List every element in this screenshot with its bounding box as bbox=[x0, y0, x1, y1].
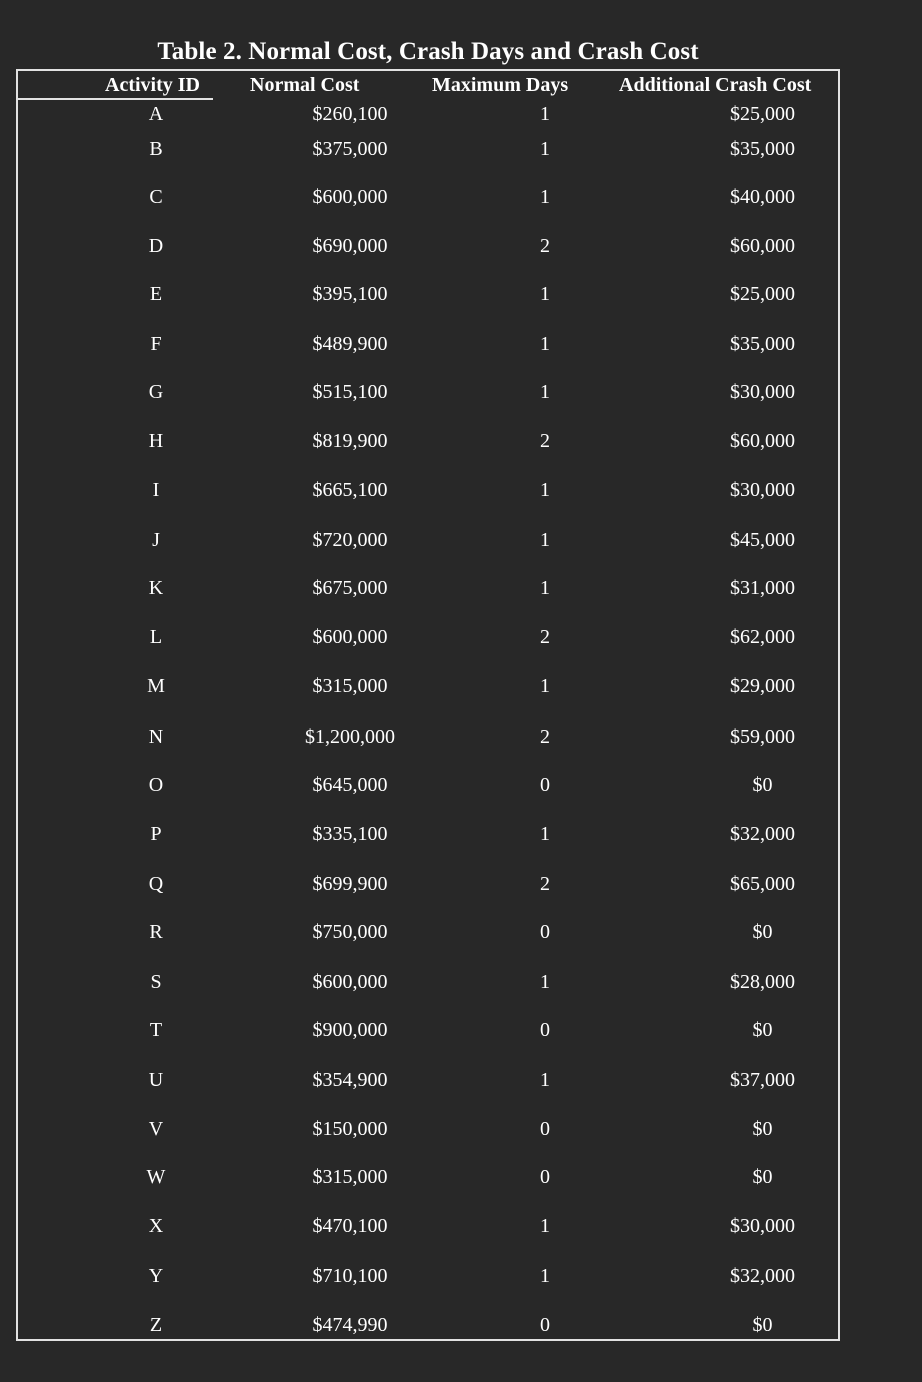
cell-additional-crash-cost: $29,000 bbox=[730, 675, 795, 697]
cell-additional-crash-cost: $40,000 bbox=[730, 186, 795, 208]
cell-normal-cost: $600,000 bbox=[312, 186, 388, 208]
cell-normal-cost: $819,900 bbox=[312, 430, 388, 452]
cell-activity-id: F bbox=[150, 333, 162, 355]
cell-additional-crash-cost: $28,000 bbox=[730, 971, 795, 993]
cell-normal-cost: $690,000 bbox=[312, 235, 388, 257]
table-row bbox=[0, 475, 922, 505]
cell-normal-cost: $474,990 bbox=[312, 1314, 388, 1336]
cell-activity-id: O bbox=[148, 774, 164, 796]
cell-normal-cost: $675,000 bbox=[312, 577, 388, 599]
cell-additional-crash-cost: $31,000 bbox=[730, 577, 795, 599]
cell-normal-cost: $750,000 bbox=[312, 921, 388, 943]
cell-maximum-days: 1 bbox=[540, 333, 550, 355]
cell-activity-id: A bbox=[148, 103, 164, 125]
cell-maximum-days: 1 bbox=[540, 529, 550, 551]
cell-additional-crash-cost: $0 bbox=[752, 1019, 773, 1041]
cell-maximum-days: 1 bbox=[540, 381, 550, 403]
cell-additional-crash-cost: $60,000 bbox=[730, 235, 795, 257]
cell-maximum-days: 1 bbox=[540, 1069, 550, 1091]
cell-activity-id: T bbox=[149, 1019, 163, 1041]
cell-additional-crash-cost: $0 bbox=[752, 774, 773, 796]
cell-additional-crash-cost: $25,000 bbox=[730, 283, 795, 305]
table-row bbox=[0, 377, 922, 407]
cell-additional-crash-cost: $0 bbox=[752, 1118, 773, 1140]
column-header-normal-cost: Normal Cost bbox=[250, 74, 360, 96]
column-header-activity-id: Activity ID bbox=[105, 74, 200, 96]
cell-maximum-days: 2 bbox=[540, 726, 550, 748]
cell-additional-crash-cost: $35,000 bbox=[730, 138, 795, 160]
cell-normal-cost: $395,100 bbox=[312, 283, 388, 305]
cell-activity-id: B bbox=[149, 138, 163, 160]
cell-normal-cost: $900,000 bbox=[312, 1019, 388, 1041]
cell-activity-id: E bbox=[149, 283, 163, 305]
cell-maximum-days: 1 bbox=[540, 823, 550, 845]
table-title: Table 2. Normal Cost, Crash Days and Crash Cost bbox=[157, 38, 699, 65]
cell-normal-cost: $470,100 bbox=[312, 1215, 388, 1237]
cell-additional-crash-cost: $32,000 bbox=[730, 823, 795, 845]
cell-activity-id: J bbox=[152, 529, 160, 551]
table-row bbox=[0, 1310, 922, 1340]
column-header-additional-crash-cost: Additional Crash Cost bbox=[619, 74, 812, 96]
cell-activity-id: H bbox=[148, 430, 164, 452]
cell-activity-id: Q bbox=[148, 873, 164, 895]
table-row bbox=[0, 182, 922, 212]
cell-normal-cost: $645,000 bbox=[312, 774, 388, 796]
table-row bbox=[0, 917, 922, 947]
cell-additional-crash-cost: $0 bbox=[752, 1166, 773, 1188]
table-row bbox=[0, 1065, 922, 1095]
cell-maximum-days: 2 bbox=[540, 235, 550, 257]
cell-normal-cost: $335,100 bbox=[312, 823, 388, 845]
table-row bbox=[0, 426, 922, 456]
cell-additional-crash-cost: $60,000 bbox=[730, 430, 795, 452]
cell-activity-id: G bbox=[148, 381, 164, 403]
cell-maximum-days: 1 bbox=[540, 103, 550, 125]
cell-additional-crash-cost: $35,000 bbox=[730, 333, 795, 355]
cell-maximum-days: 0 bbox=[540, 921, 550, 943]
cell-activity-id: Z bbox=[149, 1314, 163, 1336]
table-row bbox=[0, 525, 922, 555]
cell-maximum-days: 1 bbox=[540, 971, 550, 993]
cell-activity-id: R bbox=[149, 921, 163, 943]
cell-normal-cost: $515,100 bbox=[312, 381, 388, 403]
cell-maximum-days: 1 bbox=[540, 283, 550, 305]
cell-maximum-days: 1 bbox=[540, 138, 550, 160]
cell-maximum-days: 0 bbox=[540, 774, 550, 796]
cell-maximum-days: 0 bbox=[540, 1118, 550, 1140]
column-header-maximum-days: Maximum Days bbox=[432, 74, 569, 96]
cell-activity-id: S bbox=[150, 971, 162, 993]
cell-activity-id: D bbox=[148, 235, 164, 257]
table-row bbox=[0, 279, 922, 309]
cell-maximum-days: 1 bbox=[540, 479, 550, 501]
table-row bbox=[0, 231, 922, 261]
cell-activity-id: L bbox=[149, 626, 163, 648]
cell-additional-crash-cost: $25,000 bbox=[730, 103, 795, 125]
table-row bbox=[0, 99, 922, 129]
cell-maximum-days: 0 bbox=[540, 1019, 550, 1041]
cell-maximum-days: 2 bbox=[540, 873, 550, 895]
cell-additional-crash-cost: $62,000 bbox=[730, 626, 795, 648]
cell-activity-id: X bbox=[148, 1215, 164, 1237]
cell-maximum-days: 2 bbox=[540, 430, 550, 452]
cell-activity-id: I bbox=[152, 479, 160, 501]
cell-activity-id: W bbox=[146, 1166, 166, 1188]
cell-activity-id: N bbox=[148, 726, 164, 748]
cell-activity-id: P bbox=[150, 823, 162, 845]
cell-additional-crash-cost: $0 bbox=[752, 1314, 773, 1336]
cell-activity-id: Y bbox=[148, 1265, 164, 1287]
cell-additional-crash-cost: $0 bbox=[752, 921, 773, 943]
cell-additional-crash-cost: $30,000 bbox=[730, 381, 795, 403]
cell-normal-cost: $699,900 bbox=[312, 873, 388, 895]
cell-normal-cost: $354,900 bbox=[312, 1069, 388, 1091]
cell-normal-cost: $710,100 bbox=[312, 1265, 388, 1287]
table-row bbox=[0, 1162, 922, 1192]
cell-maximum-days: 1 bbox=[540, 186, 550, 208]
cell-normal-cost: $260,100 bbox=[312, 103, 388, 125]
cell-maximum-days: 0 bbox=[540, 1166, 550, 1188]
table-row bbox=[0, 819, 922, 849]
cell-normal-cost: $315,000 bbox=[312, 1166, 388, 1188]
cell-normal-cost: $665,100 bbox=[312, 479, 388, 501]
cell-normal-cost: $150,000 bbox=[312, 1118, 388, 1140]
cell-additional-crash-cost: $30,000 bbox=[730, 479, 795, 501]
cell-normal-cost: $1,200,000 bbox=[305, 726, 395, 748]
cell-additional-crash-cost: $30,000 bbox=[730, 1215, 795, 1237]
cell-additional-crash-cost: $45,000 bbox=[730, 529, 795, 551]
cell-additional-crash-cost: $32,000 bbox=[730, 1265, 795, 1287]
cell-normal-cost: $600,000 bbox=[312, 971, 388, 993]
table-row bbox=[0, 573, 922, 603]
cell-maximum-days: 1 bbox=[540, 577, 550, 599]
table-row bbox=[0, 134, 922, 164]
table-row bbox=[0, 1211, 922, 1241]
table-row bbox=[0, 869, 922, 899]
cell-normal-cost: $315,000 bbox=[312, 675, 388, 697]
cell-additional-crash-cost: $59,000 bbox=[730, 726, 795, 748]
table-row bbox=[0, 1261, 922, 1291]
cell-maximum-days: 1 bbox=[540, 1265, 550, 1287]
table-row bbox=[0, 770, 922, 800]
table-row bbox=[0, 329, 922, 359]
cell-normal-cost: $600,000 bbox=[312, 626, 388, 648]
cell-activity-id: M bbox=[147, 675, 165, 697]
cell-additional-crash-cost: $37,000 bbox=[730, 1069, 795, 1091]
cell-maximum-days: 1 bbox=[540, 1215, 550, 1237]
cell-normal-cost: $720,000 bbox=[312, 529, 388, 551]
table-row bbox=[0, 967, 922, 997]
cell-activity-id: U bbox=[148, 1069, 164, 1091]
cell-normal-cost: $489,900 bbox=[312, 333, 388, 355]
table-row bbox=[0, 1114, 922, 1144]
cell-activity-id: V bbox=[148, 1118, 164, 1140]
cell-maximum-days: 0 bbox=[540, 1314, 550, 1336]
cell-maximum-days: 2 bbox=[540, 626, 550, 648]
table-row bbox=[0, 671, 922, 701]
cell-activity-id: K bbox=[148, 577, 164, 599]
cell-normal-cost: $375,000 bbox=[312, 138, 388, 160]
cell-additional-crash-cost: $65,000 bbox=[730, 873, 795, 895]
table-row bbox=[0, 722, 922, 752]
cell-maximum-days: 1 bbox=[540, 675, 550, 697]
table-row bbox=[0, 622, 922, 652]
table-row bbox=[0, 1015, 922, 1045]
cell-activity-id: C bbox=[149, 186, 163, 208]
